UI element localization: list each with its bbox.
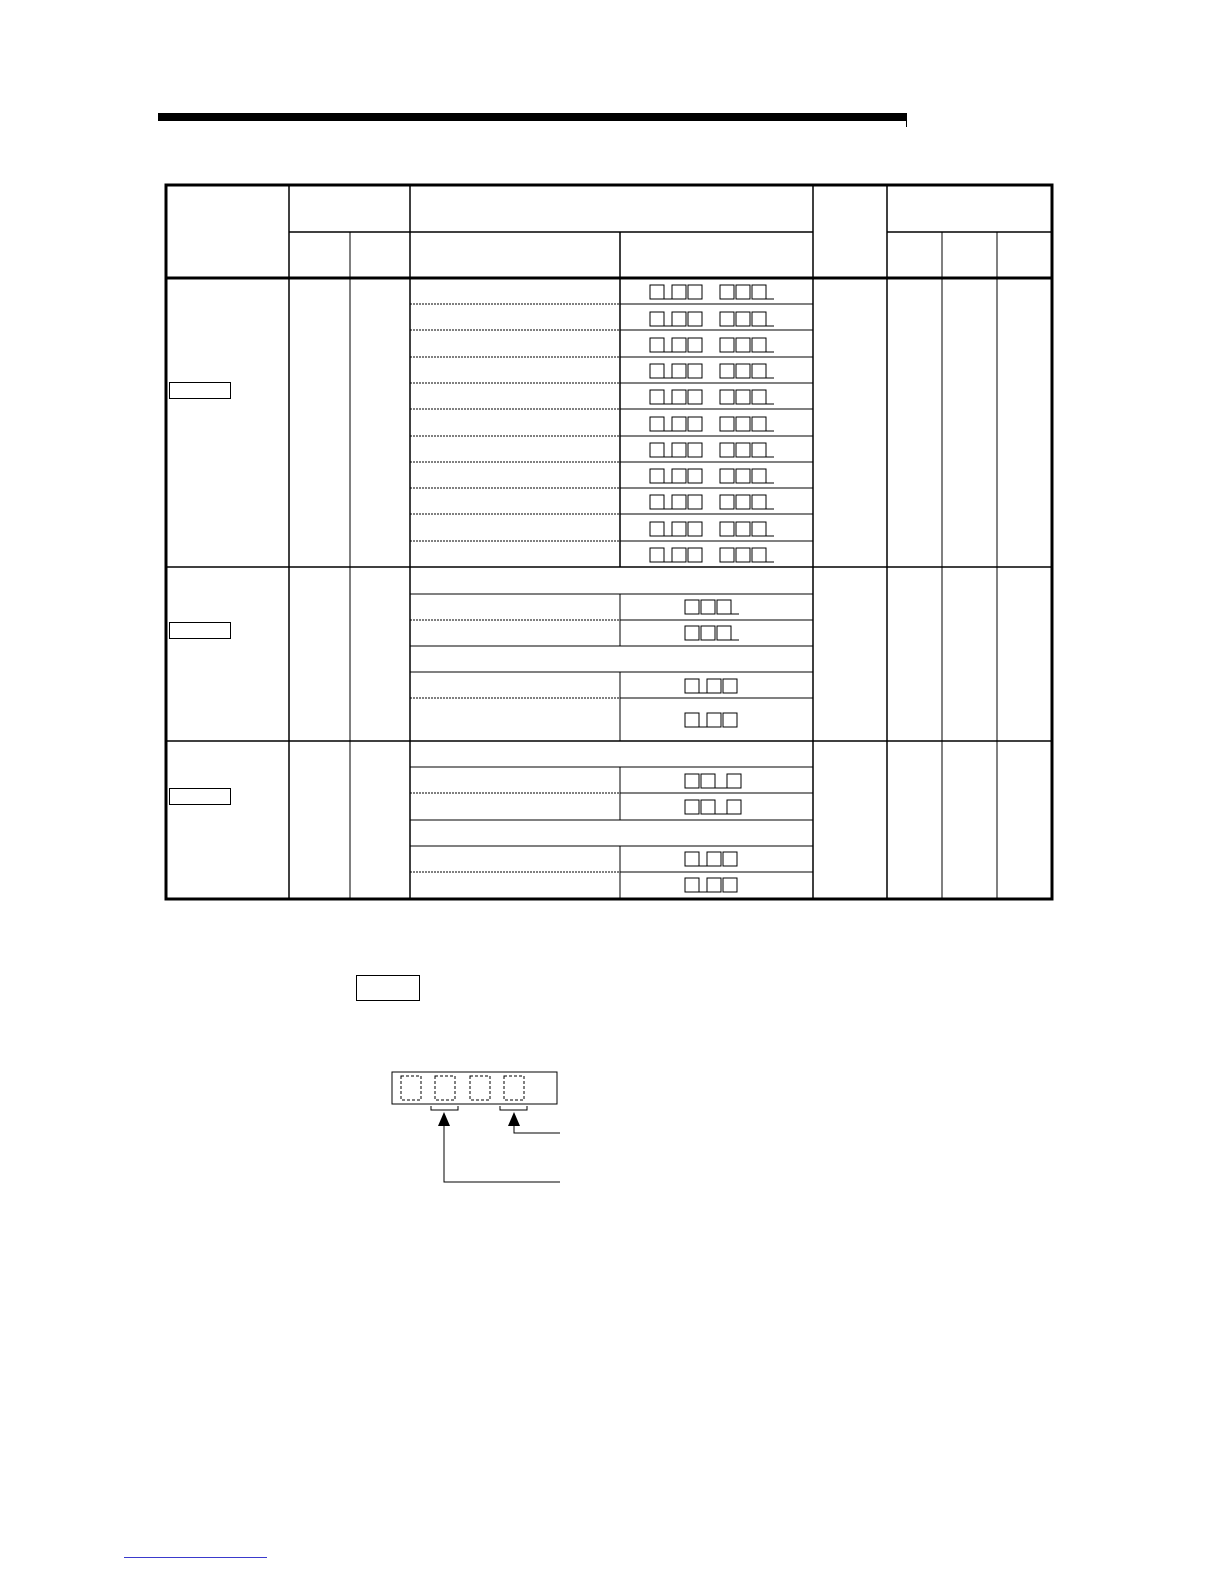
footer-link-underline[interactable] bbox=[124, 1557, 267, 1558]
